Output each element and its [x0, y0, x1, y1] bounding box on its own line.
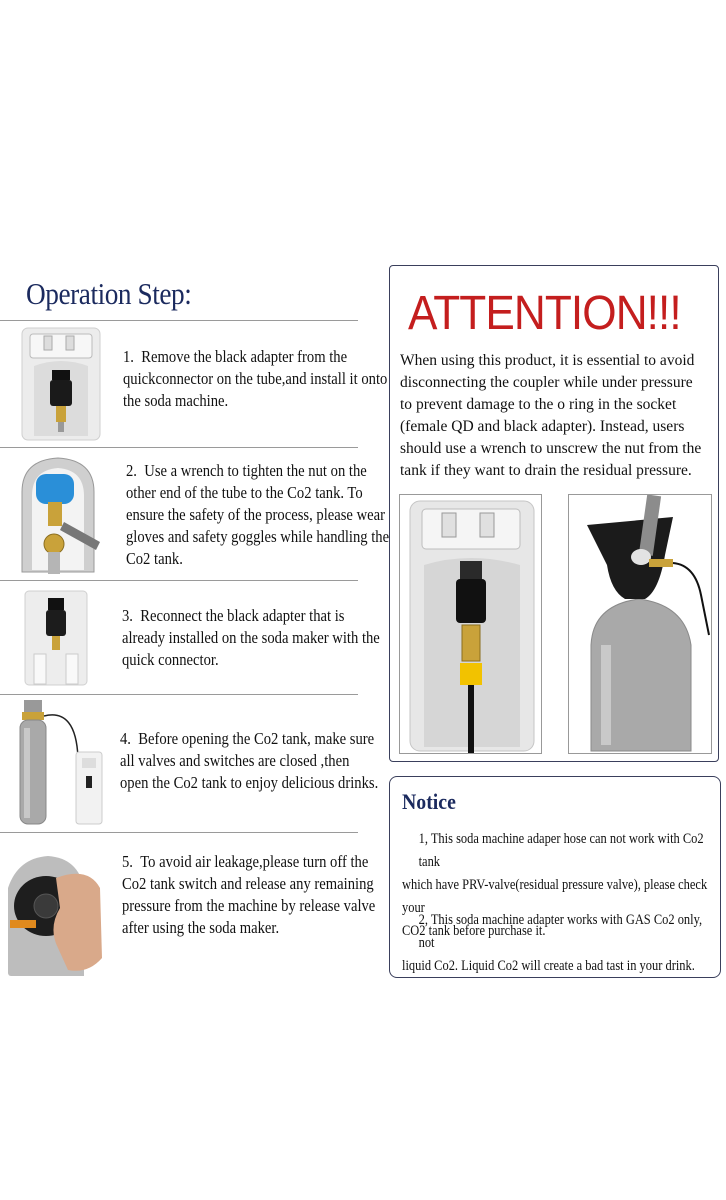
- soda-machine-photo: [399, 494, 542, 754]
- attention-text: When using this product, it is essential to avoid disconnecting the coupler while under pressure to prevent damage to the o ring in the socket (female QD and black adapter). Instead, users should use a wrench to unscrew the nut from the tank if they want to drain the residual pressure.: [400, 352, 702, 479]
- co2-tank-photo: [568, 494, 712, 754]
- step-3-text: 3. Reconnect the black adapter that is already installed on the soda maker with the quick connector.: [122, 606, 380, 669]
- notice-item-1: 1, This soda machine adaper hose can not work with Co2 tank which have PRV-valve(residual pressure valve), please check your CO2 tank before purchase it.: [402, 831, 708, 939]
- notice-item-2: 2, This soda machine adapter works with GAS Co2 only, not liquid Co2. Liquid Co2 will create a bad tast in your drink.: [402, 912, 703, 974]
- attention-title: ATTENTION!!!: [408, 287, 681, 340]
- step-1-text: 1. Remove the black adapter from the quickconnector on the tube,and install it onto the soda machine.: [123, 347, 388, 410]
- divider: [0, 580, 358, 581]
- operation-title: Operation Step:: [26, 276, 192, 311]
- step-5-image: [8, 848, 104, 976]
- step-2-text: 2. Use a wrench to tighten the nut on the other end of the tube to the Co2 tank. To ensure the safety of the process, please wear gloves and safety goggles while handling the Co2 tank.: [126, 461, 390, 568]
- divider: [0, 832, 358, 833]
- step-2-image: [8, 452, 108, 574]
- divider: [0, 320, 358, 321]
- notice-title: Notice: [402, 789, 456, 814]
- step-4-text: 4. Before opening the Co2 tank, make sure all valves and switches are closed ,then open the Co2 tank to enjoy delicious drinks.: [120, 729, 379, 792]
- step-4-image: [16, 698, 106, 826]
- step-5-text: 5. To avoid air leakage,please turn off the Co2 tank switch and release any remaining pressure from the machine by release valve after using the soda maker.: [122, 852, 376, 937]
- step-3-image: [24, 590, 88, 686]
- divider: [0, 694, 358, 695]
- step-1-image: [20, 326, 102, 442]
- divider: [0, 447, 358, 448]
